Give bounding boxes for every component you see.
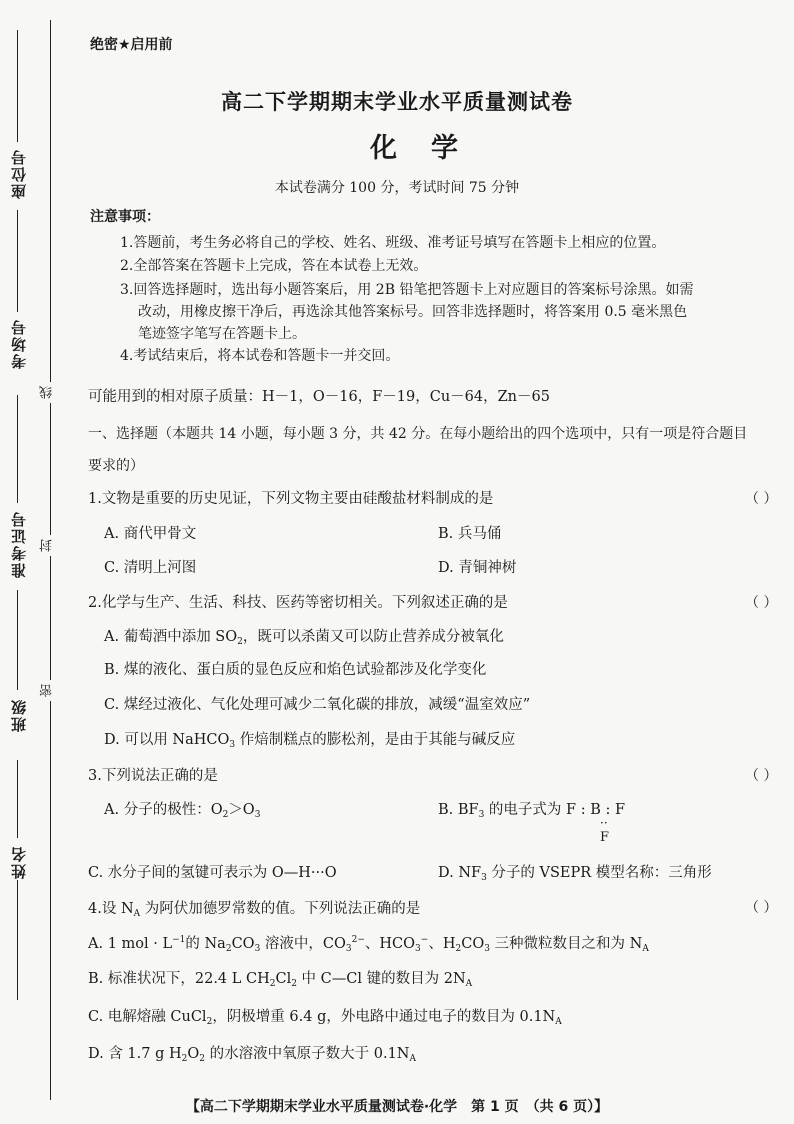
question-1-stem: 1.文物是重要的历史见证，下列文物主要由硅酸盐材料制成的是 [88, 491, 494, 507]
ticket-number-line [17, 395, 18, 503]
exam-info: 本试卷满分 100 分，考试时间 75 分钟 [274, 180, 520, 196]
ticket-number-label: 准考证号 [10, 510, 28, 578]
question-3-option-d: D. $NF_3$ 分子的 VSEPR 模型名称：三角形 [438, 865, 712, 883]
atomic-masses: 可能用到的相对原子质量：H－1，O－16，F－19，Cu－64，Zn－65 [88, 389, 550, 405]
question-2-option-d: D. 可以用 NaHCO$_3$ 作焙制糕点的膨松剂，是由于其能与碱反应 [104, 732, 516, 750]
question-1-option-a: A. 商代甲骨文 [104, 526, 197, 542]
answer-bracket: （ ） [745, 595, 778, 611]
notice-item: 3.回答选择题时，选出每小题答案后，用 2B 铅笔把答题卡上对应题目的答案标号涂黑。如需 [120, 282, 694, 298]
section-heading: 一、选择题（本题共 14 小题，每小题 3 分，共 42 分。在每小题给出的四个选项中，只有一项是符合题目 [88, 426, 748, 442]
question-1-option-d: D. 青铜神树 [438, 560, 517, 576]
cut-seal-mark: 封 [38, 535, 57, 556]
notice-item: 4.考试结束后，将本试卷和答题卡一并交回。 [120, 348, 400, 364]
answer-bracket: （ ） [745, 900, 778, 916]
cut-line-mark: 线 [38, 382, 57, 403]
question-2-option-b: B. 煤的液化、蛋白质的显色反应和焰色试验都涉及化学变化 [104, 662, 487, 678]
electron-formula: F : B : F [566, 802, 626, 818]
electron-formula-bottom: F [600, 830, 610, 845]
question-4-option-b: B. 标准状况下，22.4 L $CH_2Cl_2$ 中 C—Cl 键的数目为 $2N_A$ [88, 971, 473, 989]
question-3-option-c: C. 水分子间的氢键可表示为 O—H···O [88, 865, 337, 881]
confidential-mark: 绝密★启用前 [90, 37, 173, 53]
question-1-option-b: B. 兵马俑 [438, 526, 502, 542]
subject-title: 化学 [370, 133, 492, 164]
class-line [17, 590, 18, 690]
question-1-option-c: C. 清明上河图 [104, 560, 197, 576]
question-3-stem: 3.下列说法正确的是 [88, 768, 218, 784]
question-4-stem: 4.设 $N_A$ 为阿伏加德罗常数的值。下列说法正确的是 [88, 901, 421, 919]
answer-bracket: （ ） [745, 491, 778, 507]
seat-number-label: 座位号 [10, 148, 28, 199]
question-2-option-c: C. 煤经过液化、气化处理可减少二氧化碳的排放，减缓“温室效应” [104, 697, 531, 713]
page-footer: 【高二下学期期末学业水平质量测试卷·化学 第 1 页 （共 6 页）】 [185, 1099, 609, 1115]
answer-bracket: （ ） [745, 768, 778, 784]
question-3-option-b: B. $BF_3$ 的电子式为 F : B : F [438, 802, 626, 820]
notice-item: 2.全部答案在答题卡上完成，答在本试卷上无效。 [120, 258, 428, 274]
name-line-lower [17, 880, 18, 1000]
exam-title: 高二下学期期末学业水平质量测试卷 [221, 89, 573, 114]
question-2-stem: 2.化学与生产、生活、科技、医药等密切相关。下列叙述正确的是 [88, 595, 508, 611]
exam-room-line [17, 210, 18, 312]
notice-item: 1.答题前，考生务必将自己的学校、姓名、班级、准考证号填写在答题卡上相应的位置。 [120, 235, 666, 251]
name-line [17, 760, 18, 838]
electron-dots: ·· [600, 816, 608, 830]
name-label: 姓名 [10, 845, 28, 879]
question-4-option-c: C. 电解熔融 CuCl$_2$，阴极增重 6.4 g，外电路中通过电子的数目为 $0.1N_A$ [88, 1009, 562, 1027]
question-2-option-a: A. 葡萄酒中添加 $SO_2$，既可以杀菌又可以防止营养成分被氧化 [104, 629, 504, 647]
question-4-option-a: A. 1 mol · $L^{-1}$的 $Na_2CO_3$ 溶液中，$CO_3^{2-}$、$HCO_3^-$、$H_2CO_3$ 三种微粒数目之和为 $N_A$ [88, 935, 649, 954]
notice-item: 笔迹签字笔写在答题卡上。 [138, 326, 306, 342]
section-heading-cont: 要求的） [88, 458, 144, 474]
exam-room-label: 考场号 [10, 318, 28, 369]
class-label: 班级 [10, 698, 28, 732]
question-4-option-d: D. 含 1.7 g $H_2O_2$ 的水溶液中氧原子数大于 $0.1N_A$ [88, 1046, 416, 1064]
notice-title: 注意事项： [90, 209, 160, 225]
question-3-option-a: A. 分子的极性：$O_2>O_3$ [104, 802, 261, 820]
cut-mi-mark: 密 [38, 680, 57, 701]
notice-item: 改动，用橡皮擦干净后，再选涂其他答案标号。回答非选择题时，将答案用 0.5 毫米黑色 [138, 304, 688, 320]
